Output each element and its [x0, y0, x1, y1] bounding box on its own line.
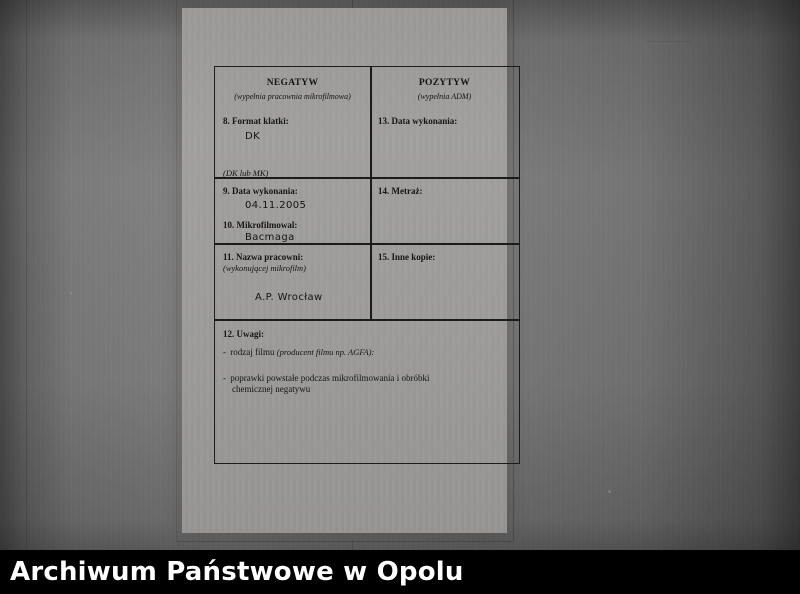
- field-15-inne-kopie: [370, 247, 519, 263]
- remark-line-2: [223, 373, 511, 396]
- film-edge-mark-right: [646, 41, 692, 42]
- field-11-nazwa-pracowni: [215, 247, 370, 304]
- field-9-data-wykonania: [215, 181, 370, 213]
- field-12-label: 12. Uwagi:: [223, 329, 264, 339]
- field-14-label: 14. Metraż:: [378, 186, 423, 196]
- positive-subtitle: (wypełnia ADM): [417, 91, 472, 101]
- form-table: [214, 66, 520, 464]
- dust-speck: [608, 490, 611, 493]
- remark-text: poprawki powstałe podczas mikrofilmowania i obróbki: [230, 372, 430, 383]
- negative-subtitle: (wypełnia pracownia mikrofilmowa): [234, 91, 351, 101]
- field-13-data-wykonania: [370, 111, 519, 127]
- field-8-label: 8. Format klatki:: [223, 116, 289, 126]
- field-8-format-klatki: [215, 111, 370, 178]
- field-11-sublabel: (wykonującej mikrofilm): [223, 263, 307, 274]
- remark-bullet: -: [223, 347, 226, 358]
- field-13-label: 13. Data wykonania:: [378, 116, 458, 126]
- remark-text-cont: chemicznej negatywu: [232, 383, 311, 394]
- field-8-value: DK: [245, 131, 261, 143]
- column-header-positive: [370, 73, 519, 102]
- dust-speck: [70, 292, 72, 294]
- positive-title: POZYTYW: [418, 78, 471, 88]
- column-header-negative: [215, 73, 370, 102]
- film-edge-bottom-tick: [352, 541, 353, 550]
- remark-line-1: [223, 347, 511, 358]
- remark-text: rodzaj filmu: [230, 347, 277, 358]
- archive-watermark-text: Archiwum Państwowe w Opolu: [10, 557, 464, 587]
- field-9-label: 9. Data wykonania:: [223, 186, 298, 196]
- film-edge-bottom: [176, 541, 512, 542]
- row-divider-3: [215, 319, 519, 321]
- archive-watermark-banner: [0, 550, 800, 594]
- field-12-uwagi: [215, 324, 519, 395]
- field-9-value: 04.11.2005: [245, 200, 307, 212]
- remark-bullet: -: [223, 372, 226, 383]
- field-10-label: 10. Mikrofilmowal:: [223, 220, 298, 230]
- field-10-mikrofilmowal: [215, 215, 370, 245]
- field-10-value: Bacmaga: [245, 232, 295, 244]
- field-11-value: A.P. Wrocław: [255, 291, 323, 303]
- film-edge-left: [26, 0, 27, 594]
- field-8-hint: (DK lub MK): [223, 167, 269, 178]
- field-11-label: 11. Nazwa pracowni:: [223, 252, 304, 262]
- negative-title: NEGATYW: [266, 78, 319, 88]
- field-14-metraz: [370, 181, 519, 197]
- remark-text-italic: (producent filmu np. AGFA):: [276, 347, 375, 358]
- field-15-label: 15. Inne kopie:: [378, 252, 436, 262]
